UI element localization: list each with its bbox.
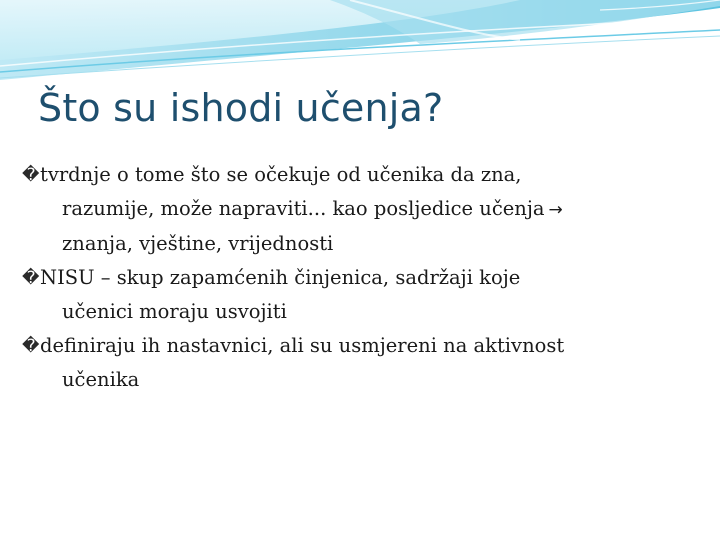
slide-title: Što su ishodi učenja? [38, 86, 444, 130]
bullet-line: učenici moraju usvojiti [62, 300, 287, 323]
bullet-marker-icon: � [22, 165, 40, 185]
header-wave-decoration [0, 0, 720, 90]
arrow-right-icon: → [548, 200, 563, 220]
bullet-line: učenika [62, 368, 140, 391]
bullet-line-text: razumije, može napraviti... kao posljedice učenja [62, 197, 545, 220]
bullet-line: znanja, vještine, vrijednosti [62, 232, 334, 255]
bullet-marker-icon: � [22, 268, 40, 288]
bullet-line-with-arrow [62, 192, 692, 227]
bullet-list [22, 158, 692, 397]
bullet-item [22, 158, 692, 261]
bullet-item [22, 329, 692, 397]
bullet-marker-icon: � [22, 336, 40, 356]
bullet-line: NISU – skup zapamćenih činjenica, sadržaji koje [40, 266, 521, 289]
bullet-line: tvrdnje o tome što se očekuje od učenika da zna, [40, 163, 522, 186]
bullet-item [22, 261, 692, 329]
bullet-line: definiraju ih nastavnici, ali su usmjereni na aktivnost [40, 334, 565, 357]
